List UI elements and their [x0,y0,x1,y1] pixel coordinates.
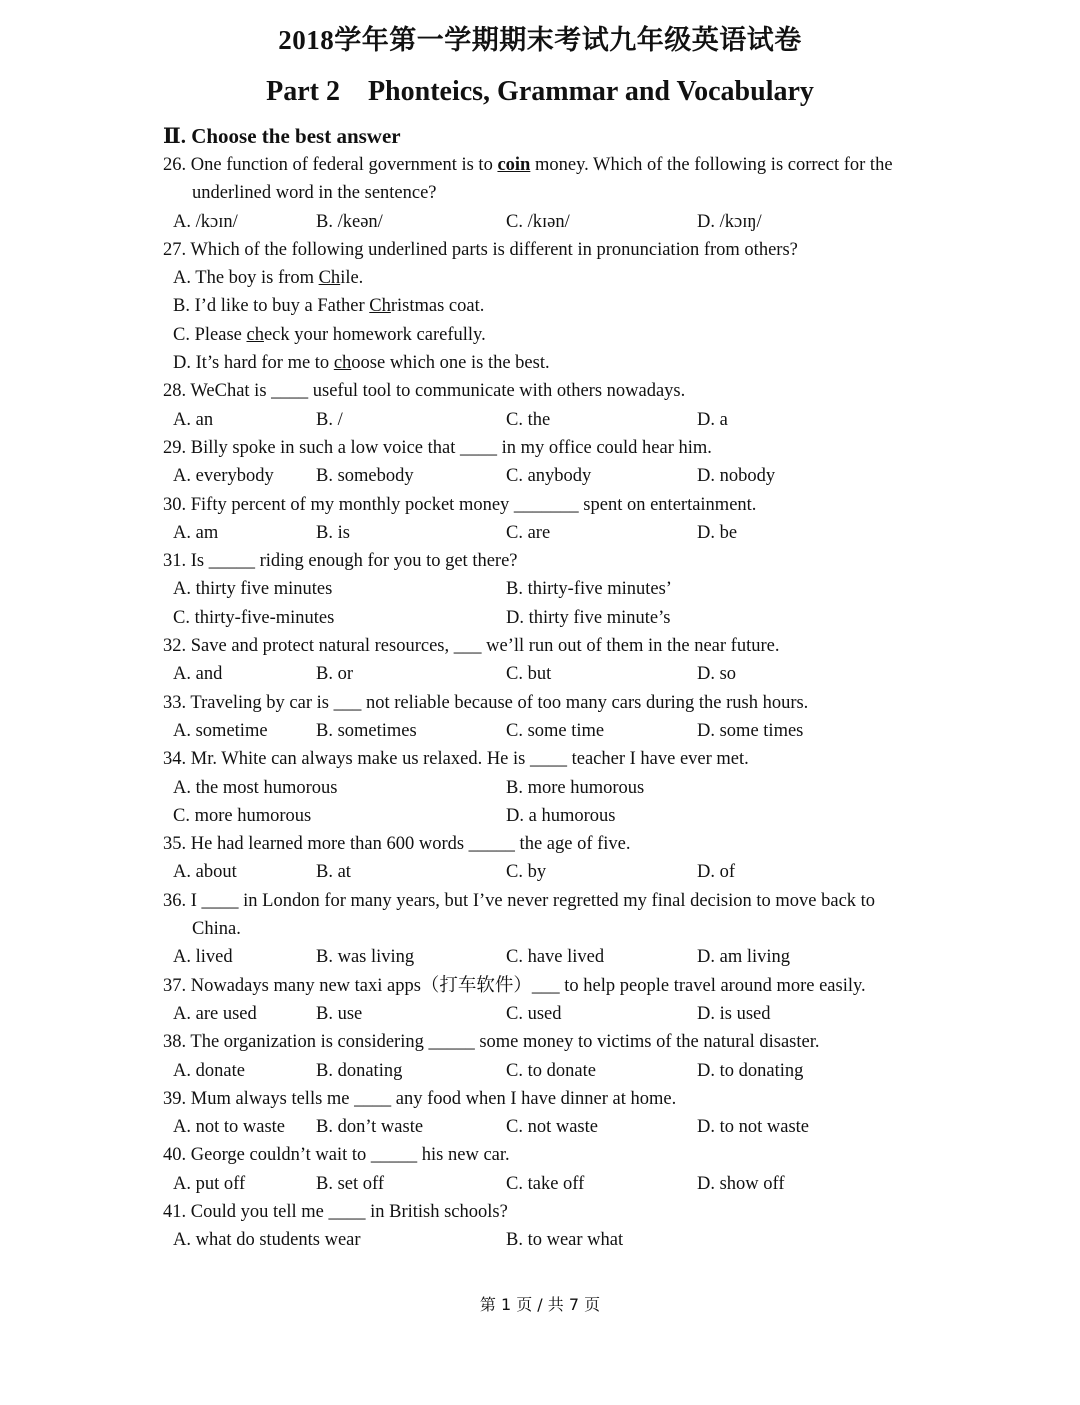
option-c[interactable]: C. thirty-five-minutes [173,607,335,628]
option-c[interactable]: C. not waste [506,1117,598,1138]
question-32-options [163,660,923,688]
question-31: 31. Is _____ riding enough for you to get there? [163,551,518,572]
option-c[interactable]: C. /kɪən/ [506,211,570,232]
option-a[interactable]: A. are used [173,1003,257,1024]
option-d[interactable]: D. show off [697,1173,785,1194]
question-26: 26. One function of federal government is to coin money. Which of the following is correct for the [163,155,893,175]
option-c[interactable]: C. take off [506,1173,585,1194]
option-d[interactable]: D. a [697,409,728,430]
option-a[interactable]: A. about [173,862,237,883]
option-a[interactable]: A. everybody [173,466,274,487]
question-35-options [163,858,923,886]
question-37-options [163,1000,923,1028]
option-c[interactable]: C. the [506,409,551,430]
question-26-continued: underlined word in the sentence? [192,183,437,204]
question-37: 37. Nowadays many new taxi apps（打车软件）___ to help people travel around more easily. [163,975,866,996]
exam-title: 2018学年第一学期期末考试九年级英语试卷 [278,25,802,55]
question-31-options-row1 [163,575,923,603]
question-41-options [163,1226,923,1254]
option-a[interactable]: A. sometime [173,720,268,741]
question-40-options [163,1170,923,1198]
option-a[interactable]: A. put off [173,1173,246,1194]
option-c[interactable]: C. are [506,522,551,543]
option-d[interactable]: D. to donating [697,1060,804,1081]
option-d[interactable]: D. nobody [697,466,776,487]
option-b[interactable]: B. I’d like to buy a Father Christmas coat. [173,296,485,317]
page-number: 第 1 页 / 共 7 页 [479,1295,601,1314]
option-b[interactable]: B. /keən/ [316,211,383,232]
question-30-options [163,519,923,547]
option-a[interactable]: A. /kɔɪn/ [173,211,238,232]
question-38: 38. The organization is considering _____ some money to victims of the natural disaster. [163,1032,820,1053]
option-a[interactable]: A. The boy is from Chile. [173,268,364,289]
option-d[interactable]: D. so [697,664,737,685]
question-29-options [163,462,923,490]
option-c[interactable]: C. but [506,664,552,685]
underlined-word: coin [497,155,531,175]
question-39: 39. Mum always tells me ____ any food when I have dinner at home. [163,1088,677,1109]
question-30: 30. Fifty percent of my monthly pocket money _______ spent on entertainment. [163,494,757,515]
question-39-options [163,1113,923,1141]
option-b[interactable]: B. somebody [316,466,414,487]
option-c[interactable]: C. anybody [506,466,592,487]
option-b[interactable]: B. donating [316,1060,403,1081]
option-b[interactable]: B. to wear what [506,1230,624,1251]
option-d[interactable]: D. a humorous [506,805,616,826]
question-40: 40. George couldn’t wait to _____ his new car. [163,1145,510,1166]
question-list [163,151,923,1255]
option-b[interactable]: B. more humorous [506,777,645,798]
part-label: Part 2 [266,76,340,107]
question-32: 32. Save and protect natural resources, ___ we’ll run out of them in the near future. [163,636,780,657]
option-a[interactable]: A. donate [173,1060,245,1081]
option-d[interactable]: D. some times [697,720,804,741]
question-34-options-row1 [163,774,923,802]
option-b[interactable]: B. sometimes [316,720,417,741]
option-b[interactable]: B. is [316,522,350,543]
option-c[interactable]: C. Please check your homework carefully. [173,324,486,345]
option-a[interactable]: A. and [173,664,223,685]
section-numeral: Ⅱ. [163,124,186,148]
option-a[interactable]: A. not to waste [173,1117,286,1138]
question-28: 28. WeChat is ____ useful tool to communicate with others nowadays. [163,381,686,402]
option-a[interactable]: A. the most humorous [173,777,338,798]
question-27: 27. Which of the following underlined parts is different in pronunciation from others? [163,239,798,260]
part-heading [0,76,1080,108]
option-d[interactable]: D. is used [697,1003,771,1024]
option-b[interactable]: B. use [316,1003,363,1024]
option-d[interactable]: D. to not waste [697,1117,810,1138]
option-c[interactable]: C. to donate [506,1060,596,1081]
option-b[interactable]: B. set off [316,1173,385,1194]
option-d[interactable]: D. of [697,862,736,883]
option-d[interactable]: D. thirty five minute’s [506,607,671,628]
option-c[interactable]: C. some time [506,720,605,741]
option-c[interactable]: C. have lived [506,947,605,968]
question-31-options-row2 [163,604,923,632]
option-d[interactable]: D. /kɔɪŋ/ [697,211,762,232]
option-c[interactable]: C. used [506,1003,562,1024]
option-b[interactable]: B. or [316,664,353,685]
option-a[interactable]: A. an [173,409,214,430]
question-29: 29. Billy spoke in such a low voice that ____ in my office could hear him. [163,437,712,458]
question-33-options [163,717,923,745]
option-a[interactable]: A. thirty five minutes [173,579,333,600]
option-b[interactable]: B. don’t waste [316,1117,424,1138]
option-a[interactable]: A. lived [173,947,233,968]
question-33: 33. Traveling by car is ___ not reliable because of too many cars during the rush hours. [163,692,809,713]
question-26-options [163,208,923,236]
question-35: 35. He had learned more than 600 words _____ the age of five. [163,834,631,855]
question-34: 34. Mr. White can always make us relaxed. He is ____ teacher I have ever met. [163,749,749,770]
option-b[interactable]: B. thirty-five minutes’ [506,579,672,600]
question-36: 36. I ____ in London for many years, but I’ve never regretted my final decision to move back to [163,890,876,911]
question-36-options [163,943,923,971]
part-title: Phonteics, Grammar and Vocabulary [367,76,814,107]
option-b[interactable]: B. was living [316,947,415,968]
option-c[interactable]: C. by [506,862,547,883]
option-b[interactable]: B. / [316,409,343,430]
option-c[interactable]: C. more humorous [173,805,312,826]
section-heading [163,123,401,149]
option-d[interactable]: D. am living [697,947,791,968]
question-38-options [163,1057,923,1085]
question-28-options [163,406,923,434]
question-41: 41. Could you tell me ____ in British schools? [163,1201,508,1222]
option-d[interactable]: D. It’s hard for me to choose which one is the best. [173,353,550,374]
section-title: Choose the best answer [191,124,401,148]
question-34-options-row2 [163,802,923,830]
option-b[interactable]: B. at [316,862,351,883]
option-d[interactable]: D. be [697,522,738,543]
question-36-continued: China. [192,919,241,940]
option-a[interactable]: A. what do students wear [173,1230,361,1251]
option-a[interactable]: A. am [173,522,219,543]
